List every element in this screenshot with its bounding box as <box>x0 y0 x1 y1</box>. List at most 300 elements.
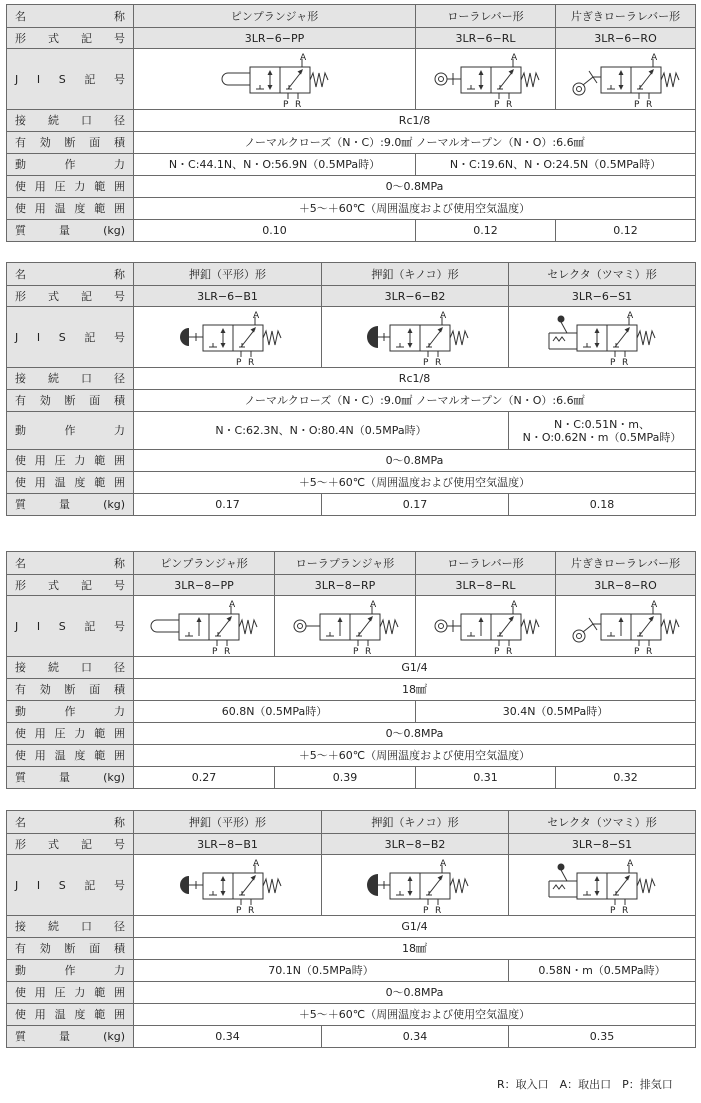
label-char: 用 <box>34 202 46 215</box>
label-char: 号 <box>113 619 125 633</box>
label-char: 使 <box>15 727 26 740</box>
label-char: 囲 <box>113 476 125 489</box>
label-char: 範 <box>94 1008 106 1021</box>
label-char: S <box>58 72 66 86</box>
effective-area: ノーマルクローズ（N・C）:9.0㎟ ノーマルオープン（N・O）:6.6㎟ <box>134 132 696 154</box>
valve-symbol-icon <box>286 598 404 654</box>
label-temp <box>7 745 134 767</box>
label-name <box>7 811 134 834</box>
label-char: 圧 <box>54 986 66 999</box>
label-char: J <box>15 330 19 344</box>
label-char: 使 <box>15 454 26 467</box>
label-char: 径 <box>114 920 125 933</box>
label-char: 力 <box>114 705 125 718</box>
mass-value: 0.34 <box>134 1026 322 1048</box>
mass-value: 0.18 <box>509 494 696 516</box>
jis-symbol <box>509 307 696 368</box>
label-char: (kg) <box>103 498 125 511</box>
label-char: 質 <box>15 498 26 511</box>
operating-force: N・C:62.3N、N・O:80.4N（0.5MPa時） <box>134 412 509 450</box>
label-char: 使 <box>15 749 26 762</box>
mass-value: 0.10 <box>134 220 416 242</box>
label-force <box>7 154 134 176</box>
label-char: 名 <box>15 556 26 570</box>
label-char: 断 <box>64 942 76 955</box>
label-char: 形 <box>15 837 26 851</box>
label-pressure <box>7 450 134 472</box>
label-char: 度 <box>74 202 86 215</box>
label-jis <box>7 596 134 657</box>
label-char: J <box>15 878 19 892</box>
port-size: G1/4 <box>134 916 696 938</box>
temperature-range: ＋5〜＋60℃（周囲温度および使用空気温度） <box>134 745 696 767</box>
port-p-label: P <box>493 100 499 107</box>
type-name: 押釦（平形）形 <box>134 811 322 834</box>
valve-symbol-icon <box>543 309 661 365</box>
label-char: 断 <box>64 136 76 149</box>
label-char: 量 <box>59 498 71 511</box>
label-char: S <box>58 619 66 633</box>
label-pressure <box>7 723 134 745</box>
jis-symbol <box>134 855 322 916</box>
jis-symbol <box>134 307 322 368</box>
label-char: 範 <box>94 476 106 489</box>
label-char: 効 <box>39 394 51 407</box>
label-char: 使 <box>15 202 26 215</box>
port-r-label: R <box>247 358 254 365</box>
mass-value: 0.32 <box>556 767 696 789</box>
port-size: Rc1/8 <box>134 110 696 132</box>
label-char: 囲 <box>113 986 125 999</box>
port-a-label: A <box>229 600 236 610</box>
label-char: 囲 <box>113 727 125 740</box>
label-char: 範 <box>94 202 106 215</box>
label-char: 力 <box>114 158 125 171</box>
label-char: 式 <box>48 31 59 45</box>
port-r-label: R <box>505 100 512 107</box>
pressure-range: 0〜0.8MPa <box>134 176 696 198</box>
jis-symbol <box>322 307 509 368</box>
label-char: 積 <box>114 683 125 696</box>
model-code: 3LR−6−RL <box>416 28 556 49</box>
label-char: 動 <box>15 705 26 718</box>
label-char: 圧 <box>54 180 66 193</box>
label-char: 範 <box>94 180 106 193</box>
label-char: I <box>36 330 41 344</box>
mass-value: 0.34 <box>322 1026 509 1048</box>
label-char: 続 <box>48 372 59 385</box>
pressure-range: 0〜0.8MPa <box>134 723 696 745</box>
type-name: 片ぎきローラレバー形 <box>556 5 696 28</box>
label-char: 接 <box>15 114 26 127</box>
port-p-label: P <box>282 100 288 107</box>
label-char: 断 <box>64 683 76 696</box>
label-name <box>7 5 134 28</box>
port-p-label: P <box>423 358 429 365</box>
port-a-label: A <box>510 600 517 610</box>
label-char: 口 <box>81 114 92 127</box>
label-char: 質 <box>15 771 26 784</box>
port-p-label: P <box>212 647 218 654</box>
operating-force <box>509 412 696 450</box>
label-char: 温 <box>54 476 66 489</box>
label-pressure <box>7 982 134 1004</box>
label-char: 作 <box>64 424 76 437</box>
operating-force: 70.1N（0.5MPa時） <box>134 960 509 982</box>
port-r-label: R <box>622 358 629 365</box>
label-char: 記 <box>81 837 92 851</box>
label-mass <box>7 494 134 516</box>
port-a-label: A <box>440 311 447 321</box>
model-code: 3LR−8−B2 <box>322 834 509 855</box>
label-char: 温 <box>54 1008 66 1021</box>
port-size: G1/4 <box>134 657 696 679</box>
port-r-label: R <box>435 906 442 913</box>
model-code: 3LR−8−S1 <box>509 834 696 855</box>
label-char: 使 <box>15 1008 26 1021</box>
port-r-label: R <box>645 100 652 107</box>
label-char: 名 <box>15 9 26 23</box>
label-char: 度 <box>74 749 86 762</box>
port-r-label: R <box>294 100 301 107</box>
label-char: 使 <box>15 180 26 193</box>
label-force <box>7 960 134 982</box>
spec-table-3lr8-2 <box>6 810 696 1048</box>
port-p-label: P <box>633 100 639 107</box>
label-area <box>7 132 134 154</box>
port-r-label: R <box>622 906 629 913</box>
label-temp <box>7 1004 134 1026</box>
label-char: 記 <box>84 330 96 344</box>
port-r-label: R <box>505 647 512 654</box>
label-char: 温 <box>54 749 66 762</box>
type-name: ローラレバー形 <box>416 552 556 575</box>
label-jis <box>7 49 134 110</box>
label-char: 効 <box>39 136 51 149</box>
label-char: 接 <box>15 920 26 933</box>
label-char: 範 <box>94 454 106 467</box>
label-char: 作 <box>64 705 76 718</box>
label-area <box>7 938 134 960</box>
type-name: 押釦（平形）形 <box>134 263 322 286</box>
valve-symbol-icon <box>427 598 545 654</box>
label-char: 号 <box>114 289 125 303</box>
label-char: 囲 <box>113 749 125 762</box>
mass-value: 0.12 <box>556 220 696 242</box>
label-char: 有 <box>15 394 26 407</box>
port-size: Rc1/8 <box>134 368 696 390</box>
label-char: 口 <box>81 372 92 385</box>
label-char: 名 <box>15 815 26 829</box>
label-char: 号 <box>113 330 125 344</box>
label-area <box>7 679 134 701</box>
valve-symbol-icon <box>543 857 661 913</box>
port-a-label: A <box>252 859 259 869</box>
port-a-label: A <box>510 53 517 63</box>
label-char: 面 <box>89 683 101 696</box>
model-code: 3LR−6−B2 <box>322 286 509 307</box>
label-char: 面 <box>89 136 101 149</box>
model-code: 3LR−8−RL <box>416 575 556 596</box>
label-char: 力 <box>74 454 86 467</box>
port-p-label: P <box>633 647 639 654</box>
label-port <box>7 916 134 938</box>
label-char: 力 <box>114 964 125 977</box>
label-char: (kg) <box>103 224 125 237</box>
label-char: 圧 <box>54 727 66 740</box>
label-char: 積 <box>114 136 125 149</box>
jis-symbol <box>416 49 556 110</box>
label-char: 度 <box>74 1008 86 1021</box>
label-char: 囲 <box>113 454 125 467</box>
label-force <box>7 412 134 450</box>
label-char: 用 <box>34 476 46 489</box>
type-name: ローラプランジャ形 <box>275 552 416 575</box>
label-port <box>7 657 134 679</box>
label-mass <box>7 1026 134 1048</box>
port-p-label: P <box>235 358 241 365</box>
mass-value: 0.17 <box>134 494 322 516</box>
label-port <box>7 368 134 390</box>
mass-value: 0.39 <box>275 767 416 789</box>
label-char: 効 <box>39 683 51 696</box>
label-char: 力 <box>74 986 86 999</box>
model-code: 3LR−6−PP <box>134 28 416 49</box>
label-model <box>7 575 134 596</box>
label-char: 動 <box>15 964 26 977</box>
label-char: 号 <box>114 578 125 592</box>
label-char: 使 <box>15 986 26 999</box>
valve-symbol-icon <box>567 51 685 107</box>
valve-symbol-icon <box>567 598 685 654</box>
label-char: 径 <box>114 372 125 385</box>
label-char: 温 <box>54 202 66 215</box>
label-char: 記 <box>84 619 96 633</box>
port-r-label: R <box>365 647 372 654</box>
type-name: ローラレバー形 <box>416 5 556 28</box>
model-code: 3LR−8−B1 <box>134 834 322 855</box>
effective-area: ノーマルクローズ（N・C）:9.0㎟ ノーマルオープン（N・O）:6.6㎟ <box>134 390 696 412</box>
port-p-label: P <box>493 647 499 654</box>
model-code: 3LR−8−PP <box>134 575 275 596</box>
label-char: 続 <box>48 920 59 933</box>
label-char: 力 <box>114 424 125 437</box>
port-a-label: A <box>440 859 447 869</box>
type-name: セレクタ（ツマミ）形 <box>509 811 696 834</box>
port-r-label: R <box>247 906 254 913</box>
label-char: 称 <box>114 9 125 23</box>
label-mass <box>7 767 134 789</box>
label-char: 接 <box>15 372 26 385</box>
label-char: 囲 <box>113 180 125 193</box>
label-char: 号 <box>114 31 125 45</box>
model-code: 3LR−6−S1 <box>509 286 696 307</box>
jis-symbol <box>134 596 275 657</box>
label-char: 量 <box>59 224 71 237</box>
label-char: 力 <box>74 180 86 193</box>
label-char: 記 <box>81 31 92 45</box>
valve-symbol-icon <box>356 309 474 365</box>
valve-symbol-icon <box>356 857 474 913</box>
label-jis <box>7 307 134 368</box>
label-char: 囲 <box>113 1008 125 1021</box>
label-char: 積 <box>114 394 125 407</box>
type-name: ピンプランジャ形 <box>134 5 416 28</box>
port-a-label: A <box>650 53 657 63</box>
port-a-label: A <box>370 600 377 610</box>
label-char: 量 <box>59 1030 71 1043</box>
label-char: 用 <box>34 1008 46 1021</box>
port-p-label: P <box>235 906 241 913</box>
label-char: 範 <box>94 749 106 762</box>
operating-force: 0.58N・m（0.5MPa時） <box>509 960 696 982</box>
spec-table-3lr6-1 <box>6 4 696 242</box>
valve-symbol-icon <box>216 51 334 107</box>
label-char: 力 <box>74 727 86 740</box>
label-char: 質 <box>15 1030 26 1043</box>
valve-symbol-icon <box>145 598 263 654</box>
label-char: 用 <box>34 180 46 193</box>
label-temp <box>7 472 134 494</box>
label-pressure <box>7 176 134 198</box>
port-a-label: A <box>627 311 634 321</box>
label-char: 範 <box>94 727 106 740</box>
label-char: 囲 <box>113 202 125 215</box>
label-char: 口 <box>81 661 92 674</box>
label-char: 面 <box>89 942 101 955</box>
label-char: 記 <box>81 578 92 592</box>
label-char: 形 <box>15 31 26 45</box>
label-char: 積 <box>114 942 125 955</box>
label-char: 称 <box>114 815 125 829</box>
port-p-label: P <box>610 358 616 365</box>
label-char: 記 <box>84 72 96 86</box>
model-code: 3LR−6−B1 <box>134 286 322 307</box>
force-line: N・C:0.51N・m、 <box>553 417 651 431</box>
label-mass <box>7 220 134 242</box>
effective-area: 18㎟ <box>134 938 696 960</box>
operating-force: N・C:44.1N、N・O:56.9N（0.5MPa時） <box>134 154 416 176</box>
label-char: 作 <box>64 964 76 977</box>
jis-symbol <box>416 596 556 657</box>
label-char: 用 <box>34 727 46 740</box>
label-name <box>7 552 134 575</box>
temperature-range: ＋5〜＋60℃（周囲温度および使用空気温度） <box>134 198 696 220</box>
port-legend: R：取入口 A：取出口 P：排気口 <box>497 1078 673 1091</box>
force-line: N・O:0.62N・m（0.5MPa時） <box>522 430 682 444</box>
label-char: 有 <box>15 136 26 149</box>
label-char: 断 <box>64 394 76 407</box>
operating-force: N・C:19.6N、N・O:24.5N（0.5MPa時） <box>416 154 696 176</box>
label-model <box>7 834 134 855</box>
label-model <box>7 286 134 307</box>
label-char: I <box>36 619 41 633</box>
label-char: 続 <box>48 114 59 127</box>
jis-symbol <box>509 855 696 916</box>
type-name: 押釦（キノコ）形 <box>322 263 509 286</box>
label-char: I <box>36 878 41 892</box>
label-char: 接 <box>15 661 26 674</box>
port-r-label: R <box>435 358 442 365</box>
label-char: S <box>58 330 66 344</box>
port-r-label: R <box>224 647 231 654</box>
label-char: 作 <box>64 158 76 171</box>
operating-force: 30.4N（0.5MPa時） <box>416 701 696 723</box>
label-area <box>7 390 134 412</box>
type-name: 押釦（キノコ）形 <box>322 811 509 834</box>
label-force <box>7 701 134 723</box>
port-a-label: A <box>299 53 306 63</box>
label-char: 号 <box>114 837 125 851</box>
label-char: J <box>15 619 19 633</box>
label-char: 称 <box>114 267 125 281</box>
label-char: 面 <box>89 394 101 407</box>
mass-value: 0.31 <box>416 767 556 789</box>
label-char: 有 <box>15 683 26 696</box>
model-code: 3LR−8−RP <box>275 575 416 596</box>
port-a-label: A <box>252 311 259 321</box>
mass-value: 0.17 <box>322 494 509 516</box>
jis-symbol <box>134 49 416 110</box>
label-char: 式 <box>48 578 59 592</box>
label-model <box>7 28 134 49</box>
effective-area: 18㎟ <box>134 679 696 701</box>
label-char: 質 <box>15 224 26 237</box>
pressure-range: 0〜0.8MPa <box>134 450 696 472</box>
label-char: 口 <box>81 920 92 933</box>
label-char: 使 <box>15 476 26 489</box>
label-char: (kg) <box>103 771 125 784</box>
type-name: セレクタ（ツマミ）形 <box>509 263 696 286</box>
label-char: 記 <box>81 289 92 303</box>
valve-symbol-icon <box>169 857 287 913</box>
port-p-label: P <box>353 647 359 654</box>
label-char: 用 <box>34 749 46 762</box>
jis-symbol <box>275 596 416 657</box>
label-char: 号 <box>113 878 125 892</box>
label-char: J <box>15 72 19 86</box>
port-p-label: P <box>610 906 616 913</box>
label-char: 形 <box>15 289 26 303</box>
type-name: 片ぎきローラレバー形 <box>556 552 696 575</box>
label-char: 形 <box>15 578 26 592</box>
valve-symbol-icon <box>427 51 545 107</box>
label-char: 範 <box>94 986 106 999</box>
label-char: 用 <box>34 454 46 467</box>
label-char: 度 <box>74 476 86 489</box>
label-char: 圧 <box>54 454 66 467</box>
port-a-label: A <box>650 600 657 610</box>
port-p-label: P <box>423 906 429 913</box>
label-char: 記 <box>84 878 96 892</box>
port-r-label: R <box>645 647 652 654</box>
label-char: 号 <box>113 72 125 86</box>
operating-force: 60.8N（0.5MPa時） <box>134 701 416 723</box>
label-char: S <box>58 878 66 892</box>
mass-value: 0.35 <box>509 1026 696 1048</box>
label-char: 動 <box>15 158 26 171</box>
label-char: 続 <box>48 661 59 674</box>
label-char: 動 <box>15 424 26 437</box>
jis-symbol <box>322 855 509 916</box>
spec-table-3lr6-2 <box>6 262 696 516</box>
temperature-range: ＋5〜＋60℃（周囲温度および使用空気温度） <box>134 472 696 494</box>
label-char: 量 <box>59 771 71 784</box>
port-a-label: A <box>627 859 634 869</box>
label-port <box>7 110 134 132</box>
label-jis <box>7 855 134 916</box>
label-char: 式 <box>48 289 59 303</box>
